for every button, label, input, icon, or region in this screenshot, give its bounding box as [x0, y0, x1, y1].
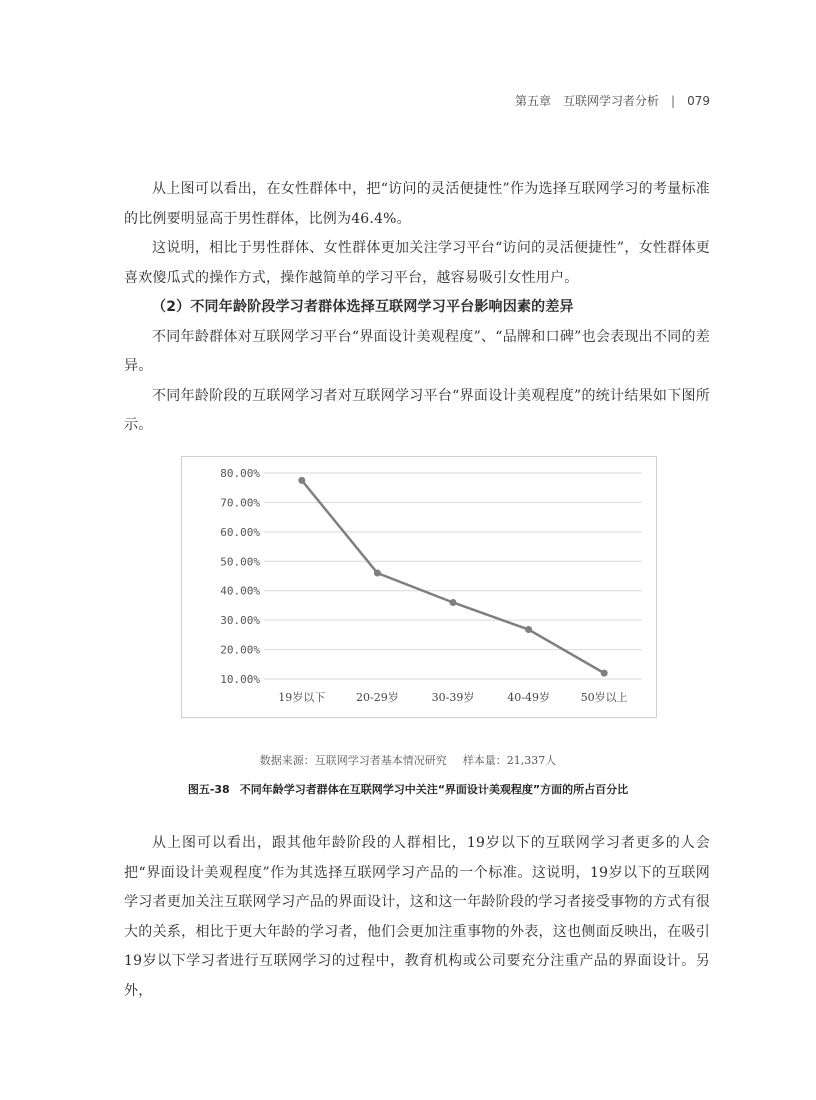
figure-caption [0, 781, 816, 797]
y-tick-label: 60.00% [220, 525, 260, 539]
header-divider: | [671, 94, 676, 108]
data-source-label: 数据来源：互联网学习者基本情况研究 [259, 754, 447, 767]
upper-body-text [124, 175, 710, 441]
paragraph: 从上图可以看出，跟其他年龄阶段的人群相比，19岁以下的互联网学习者更多的人会把“界面设计美观程度”作为其选择互联网学习产品的一个标准。这说明，19岁以下的互联网学习者更加关注互联网学习产品的界面设计，这和这一年龄阶段的学习者接受事物的方式有很大的关系，相比于更大年龄的学习者，他们会更加注重事物的外表，这也侧面反映出，在吸引19岁以下学习者进行互联网学习的过程中，教育机构或公司要充分注重产品的界面设计。另外， [124, 835, 710, 999]
x-tick-label: 20-29岁 [356, 691, 399, 704]
x-tick-label: 50岁以上 [580, 691, 628, 704]
chart-canvas [182, 457, 656, 717]
figure-source [0, 752, 816, 768]
y-tick-label: 80.00% [220, 467, 260, 480]
x-tick-label: 30-39岁 [431, 691, 475, 704]
paragraph: 不同年龄群体对互联网学习平台“界面设计美观程度”、“品牌和口碑”也会表现出不同的差异。 [124, 328, 710, 374]
paragraph: 不同年龄阶段的互联网学习者对互联网学习平台“界面设计美观程度”的统计结果如下图所示。 [124, 387, 710, 433]
y-tick-label: 20.00% [220, 643, 260, 657]
data-point [525, 626, 532, 633]
y-tick-label: 30.00% [220, 614, 260, 628]
figure-number: 图五-38 [187, 783, 230, 796]
y-tick-label: 10.00% [220, 673, 260, 686]
x-tick-label: 19岁以下 [278, 691, 326, 704]
x-tick-label: 40-49岁 [507, 691, 550, 704]
line-chart [181, 456, 657, 718]
data-point [450, 599, 457, 606]
y-tick-label: 50.00% [220, 555, 260, 569]
data-point [298, 477, 305, 484]
series-line [302, 480, 604, 673]
paragraph: 从上图可以看出，在女性群体中，把“访问的灵活便捷性”作为选择互联网学习的考量标准的比例要明显高于男性群体，比例为46.4%。 [124, 181, 710, 227]
running-header [515, 92, 710, 109]
figure-title: 不同年龄学习者群体在互联网学习中关注“界面设计美观程度”方面的所占百分比 [239, 783, 629, 796]
y-tick-label: 70.00% [220, 496, 260, 510]
y-tick-label: 40.00% [220, 584, 260, 598]
sample-size-label: 样本量：21,337人 [462, 754, 557, 767]
paragraph: 这说明，相比于男性群体、女性群体更加关注学习平台“访问的灵活便捷性”，女性群体更喜欢傻瓜式的操作方式，操作越简单的学习平台，越容易吸引女性用户。 [124, 240, 710, 286]
chapter-title: 第五章 互联网学习者分析 [515, 94, 660, 108]
data-point [374, 570, 381, 577]
data-point [601, 670, 608, 677]
lower-body-text [124, 829, 710, 1006]
page-number: 079 [687, 94, 710, 108]
section-heading: （2）不同年龄阶段学习者群体选择互联网学习平台影响因素的差异 [152, 299, 574, 315]
